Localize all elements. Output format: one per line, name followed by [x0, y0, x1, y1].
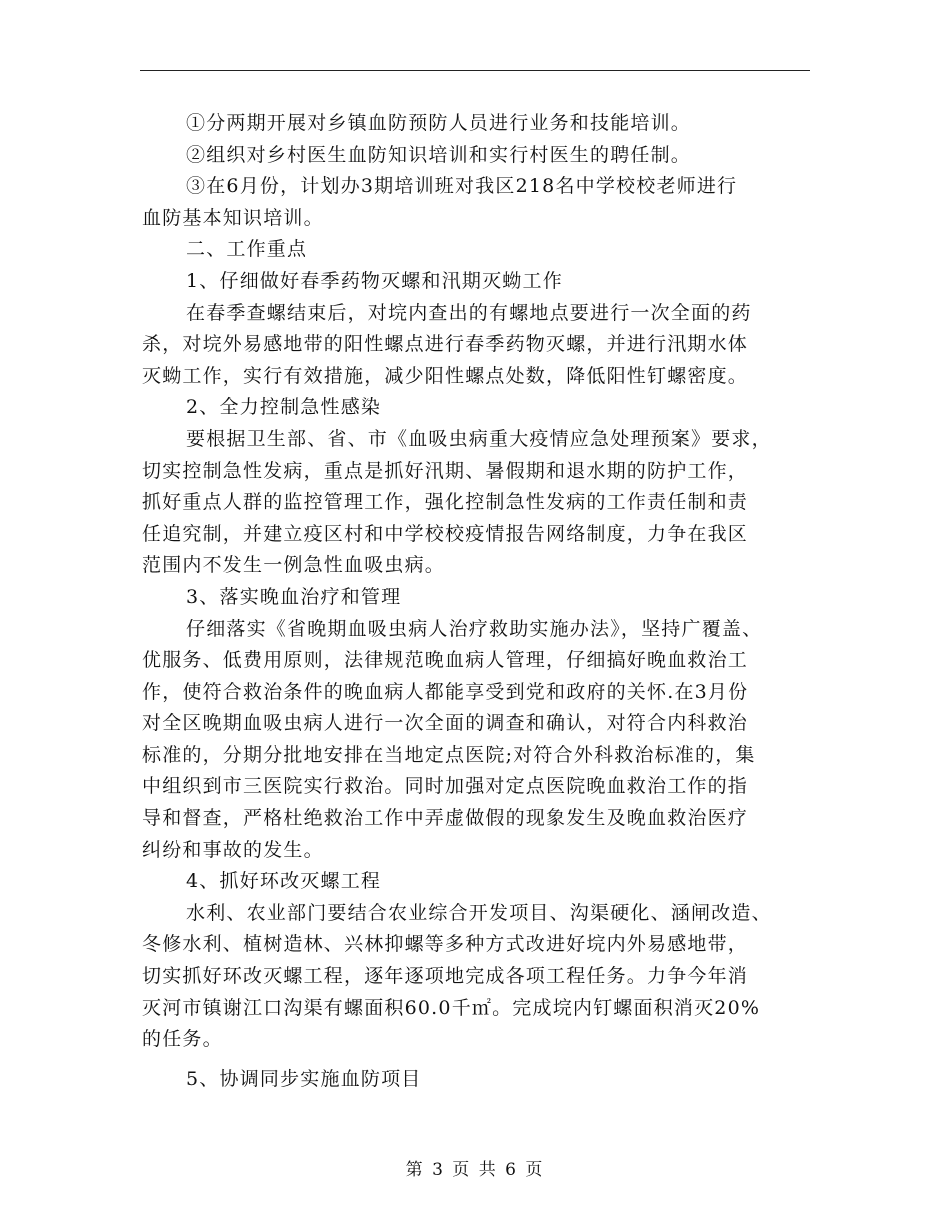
text-line: 切实抓好环改灭螺工程，逐年逐项地完成各项工程任务。力争今年消: [142, 965, 749, 988]
section-heading: 二、工作重点: [186, 238, 308, 261]
text-line: 优服务、低费用原则，法律规范晚血病人管理，仔细搞好晚血救治工: [142, 649, 749, 672]
document-body: [142, 108, 814, 1095]
subsection-heading: 2、全力控制急性感染: [186, 396, 382, 419]
text-line: 对全区晚期血吸虫病人进行一次全面的调查和确认，对符合内科救治: [142, 712, 749, 735]
subsection-heading: 3、落实晚血治疗和管理: [186, 585, 402, 608]
text-line: 冬修水利、植树造林、兴林抑螺等多种方式改进好垸内外易感地带，: [142, 933, 749, 956]
text-line: 抓好重点人群的监控管理工作，强化控制急性发病的工作责任制和责: [142, 491, 749, 514]
text-line: ①分两期开展对乡镇血防预防人员进行业务和技能培训。: [186, 112, 692, 134]
text-line: 要根据卫生部、省、市《血吸虫病重大疫情应急处理预案》要求，: [186, 427, 772, 450]
text-line: 中组织到市三医院实行救治。同时加强对定点医院晚血救治工作的指: [142, 775, 749, 798]
text-line: ②组织对乡村医生血防知识培训和实行村医生的聘任制。: [186, 143, 692, 166]
header-rule: [140, 70, 810, 71]
text-line: 的任务。: [142, 1028, 223, 1051]
text-line: 标准的，分期分批地安排在当地定点医院;对符合外科救治标准的，集: [142, 743, 756, 766]
text-line: 血防基本知识培训。: [142, 206, 324, 229]
subsection-heading: 1、仔细做好春季药物灭螺和汛期灭蚴工作: [186, 269, 563, 292]
text-line: 灭河市镇谢江口沟渠有螺面积60.0千㎡。完成垸内钉螺面积消灭20%: [142, 996, 761, 1019]
text-line: 杀，对垸外易感地带的阳性螺点进行春季药物灭螺，并进行汛期水体: [142, 333, 749, 356]
text-line: 纠纷和事故的发生。: [142, 838, 324, 861]
text-line: 灭蚴工作，实行有效措施，减少阳性螺点处数，降低阳性钉螺密度。: [142, 364, 749, 387]
text-line: 仔细落实《省晚期血吸虫病人治疗救助实施办法》，坚持广覆盖、: [186, 617, 763, 640]
page-number-footer: 第 3 页 共 6 页: [405, 1160, 545, 1180]
text-line: 任追究制，并建立疫区村和中学校校疫情报告网络制度，力争在我区: [142, 522, 749, 545]
text-line: 导和督查，严格杜绝救治工作中弄虚做假的现象发生及晚血救治医疗: [142, 807, 749, 830]
subsection-heading: 4、抓好环改灭螺工程: [186, 870, 382, 893]
paragraph-gap: [142, 1056, 814, 1064]
text-line: 在春季查螺结束后，对垸内查出的有螺地点要进行一次全面的药: [186, 301, 752, 324]
subsection-heading: 5、协调同步实施血防项目: [186, 1067, 422, 1090]
text-line: 水利、农业部门要结合农业综合开发项目、沟渠硬化、涵闸改造、: [186, 901, 772, 924]
text-line: 范围内不发生一例急性血吸虫病。: [142, 554, 446, 577]
text-line: 切实控制急性发病，重点是抓好汛期、暑假期和退水期的防护工作，: [142, 459, 749, 482]
text-line: 作，使符合救治条件的晚血病人都能享受到党和政府的关怀.在3月份: [142, 680, 749, 703]
text-line: ③在6月份，计划办3期培训班对我区218名中学校校老师进行: [186, 175, 738, 198]
